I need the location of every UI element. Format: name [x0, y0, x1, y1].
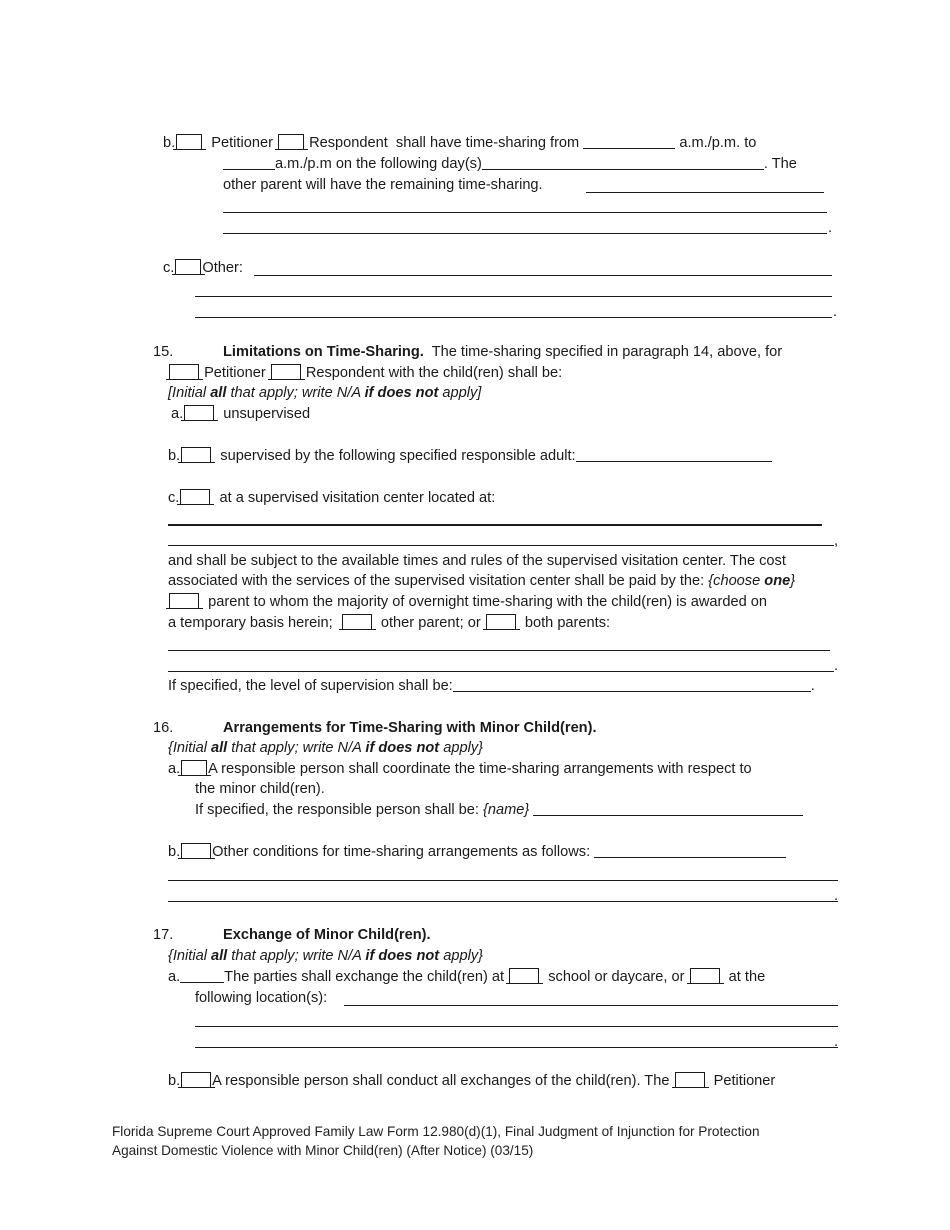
center-location-blank-1[interactable] — [168, 524, 822, 526]
majority-parent-box[interactable] — [169, 593, 199, 609]
section16-a-line3: If specified, the responsible person shall be: {name} — [195, 801, 803, 819]
other-blank-2[interactable] — [195, 296, 832, 297]
other-blank-3[interactable] — [195, 317, 832, 318]
location-box[interactable] — [690, 968, 720, 984]
center-text-3: parent to whom the majority of overnight time-sharing with the child(ren) is awarded on — [168, 593, 767, 611]
other-conditions-blank-1[interactable] — [168, 880, 838, 881]
unsupervised-initial-box[interactable] — [184, 405, 214, 421]
petitioner-checkbox[interactable] — [176, 134, 202, 150]
responsible-adult-field[interactable] — [576, 448, 772, 462]
center-location-blank-2[interactable] — [168, 545, 834, 546]
footer-line-2: Against Domestic Violence with Minor Child(ren) (After Notice) (03/15) — [112, 1143, 534, 1158]
coordinate-person-box[interactable] — [181, 760, 207, 776]
section15-number: 15. — [153, 344, 174, 360]
section17-number: 17. — [153, 927, 174, 943]
time-to-field[interactable] — [223, 156, 275, 170]
section14-b-line1: b. Petitioner Respondent shall have time-sharing from a.m./p.m. to — [163, 135, 757, 151]
section17-heading: Exchange of Minor Child(ren). — [223, 927, 431, 943]
section17-a-line2: following location(s): — [195, 990, 328, 1006]
footer-line-1: Florida Supreme Court Approved Family Law Form 12.980(d)(1), Final Judgment of Injunction for Protection — [112, 1124, 760, 1139]
center-text-1: and shall be subject to the available times and rules of the supervised visitation center. The cost — [168, 553, 786, 569]
other-blank-1[interactable] — [254, 275, 832, 276]
section15-a: a. unsupervised — [171, 406, 311, 422]
section15-b: b. supervised by the following specified responsible adult: — [168, 447, 772, 465]
supervised-initial-box[interactable] — [181, 447, 211, 463]
section14-b-blank-2[interactable] — [223, 212, 827, 213]
section16-instructions: {Initial all that apply; write N/A if does not apply} — [168, 740, 483, 756]
section15-instructions: [Initial all that apply; write N/A if does not apply] — [168, 385, 482, 401]
section16-b: b. Other conditions for time-sharing arrangements as follows: — [168, 843, 786, 861]
location-blank-2[interactable] — [195, 1026, 838, 1027]
section16-a-line2: the minor child(ren). — [195, 781, 325, 797]
supervision-level-line: If specified, the level of supervision shall be: . — [168, 678, 815, 694]
location-blank-1[interactable] — [344, 1005, 838, 1006]
other-conditions-blank-2[interactable] — [168, 901, 838, 902]
section16-heading: Arrangements for Time-Sharing with Minor Child(ren). — [223, 720, 597, 736]
exchange-initial-field[interactable] — [180, 969, 224, 983]
days-field[interactable] — [482, 156, 764, 170]
section15-heading: Limitations on Time-Sharing. — [223, 344, 424, 360]
responsible-person-name-field[interactable] — [533, 802, 803, 816]
section15-c: c. at a supervised visitation center located at: — [168, 490, 496, 506]
other-checkbox[interactable] — [175, 259, 201, 275]
limit-respondent-checkbox[interactable] — [271, 364, 301, 380]
section16-a: a. A responsible person shall coordinate the time-sharing arrangements with respect to — [168, 761, 752, 777]
section16-number: 16. — [153, 720, 174, 736]
section14-b-blank-1[interactable] — [586, 192, 824, 193]
center-text-2: associated with the services of the supervised visitation center shall be paid by the: {choose one} — [168, 573, 796, 589]
other-parent-box[interactable] — [342, 614, 372, 630]
exchange-person-box[interactable] — [181, 1072, 211, 1088]
section17-b: b. A responsible person shall conduct all exchanges of the child(ren). The Petitioner — [168, 1073, 776, 1089]
section15-parties-line: Petitioner Respondent with the child(ren) shall be: — [168, 364, 562, 382]
other-conditions-box[interactable] — [181, 843, 211, 859]
location-blank-3[interactable] — [195, 1047, 838, 1048]
section17-instructions: {Initial all that apply; write N/A if does not apply} — [168, 948, 483, 964]
center-text-4: a temporary basis herein; other parent; or both parents: — [168, 615, 611, 631]
visitation-center-initial-box[interactable] — [180, 489, 210, 505]
time-from-field[interactable] — [583, 135, 675, 149]
section17-a: a. The parties shall exchange the child(ren) at school or daycare, or at the — [168, 969, 766, 985]
other-conditions-field[interactable] — [594, 844, 786, 858]
both-parents-box[interactable] — [486, 614, 516, 630]
both-parents-blank-2[interactable] — [168, 671, 834, 672]
school-daycare-box[interactable] — [509, 968, 539, 984]
section14-b-line2: a.m./p.m on the following day(s) . The — [223, 155, 797, 173]
both-parents-blank-1[interactable] — [168, 650, 830, 651]
section14-c-line: c. Other: — [163, 260, 243, 276]
section14-b-line3: other parent will have the remaining time-sharing. — [223, 177, 543, 193]
section14-b-blank-3[interactable] — [223, 233, 827, 234]
exchange-petitioner-box[interactable] — [675, 1072, 705, 1088]
limit-petitioner-checkbox[interactable] — [169, 364, 199, 380]
supervision-level-field[interactable] — [453, 678, 811, 692]
respondent-checkbox[interactable] — [278, 134, 304, 150]
section15-heading-line: Limitations on Time-Sharing. The time-sharing specified in paragraph 14, above, for — [223, 344, 783, 360]
